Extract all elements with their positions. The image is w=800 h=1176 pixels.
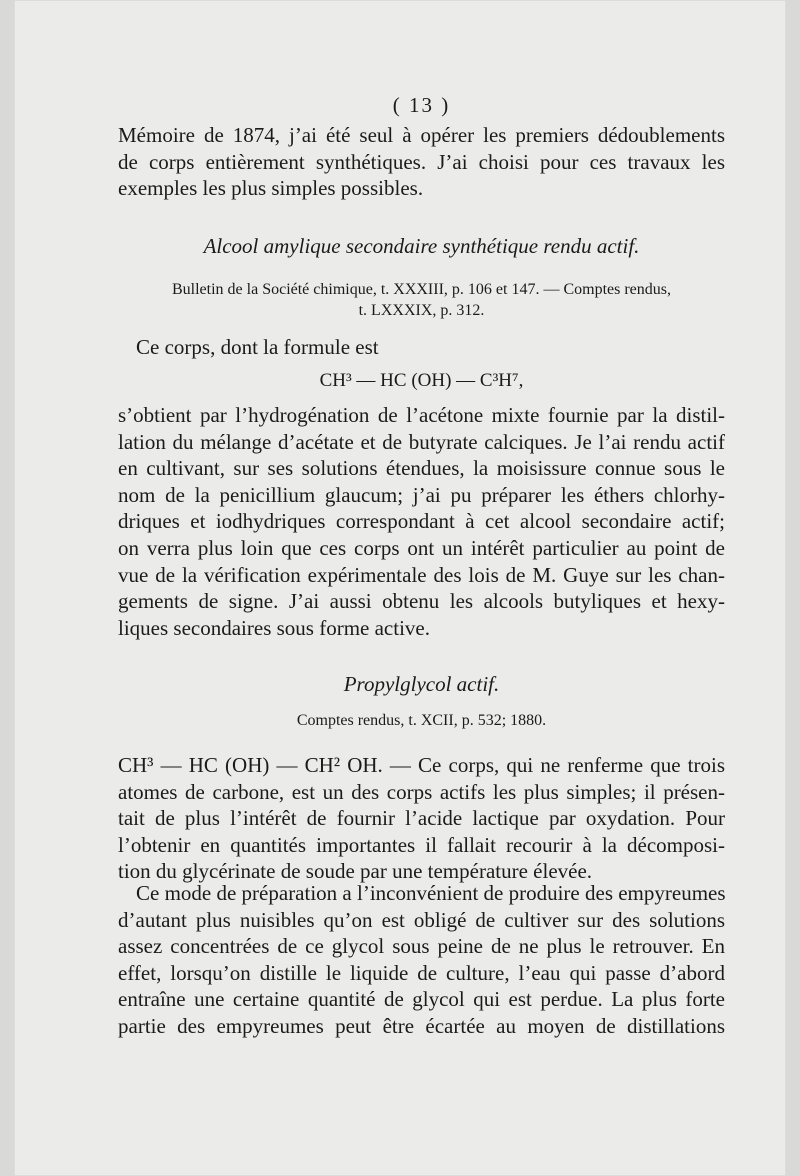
bibliographic-reference: Comptes rendus, t. XCII, p. 532; 1880.	[296, 712, 547, 729]
text-line: exemples les plus simples possibles.	[118, 176, 424, 201]
text-line: en cultivant, sur ses solutions étendues, la moisissure connue sous le	[118, 456, 725, 481]
text-line: driques et iodhydriques correspondant à cet alcool secondaire actif;	[118, 509, 725, 534]
body-paragraph	[118, 402, 725, 641]
text-line: atomes de carbone, est un des corps actifs les plus simples; il présen-	[118, 779, 725, 804]
text-line: liques secondaires sous forme active.	[118, 615, 430, 640]
text-line: d’autant plus nuisibles qu’on est obligé de cultiver sur des solutions	[118, 907, 725, 932]
text-line: entraîne une certaine quantité de glycol qui est perdue. La plus forte	[118, 987, 725, 1012]
text-line: on verra plus loin que ces corps ont un intérêt particulier au point de	[118, 535, 725, 560]
text-line: partie des empyreumes peut être écartée au moyen de distillations	[118, 1013, 725, 1038]
text-line: de corps entièrement synthétiques. J’ai choisi pour ces travaux les	[118, 149, 725, 174]
text-line: effet, lorsqu’on distille le liquide de culture, l’eau qui passe d’abord	[118, 960, 725, 985]
formula-lead	[118, 334, 725, 361]
body-paragraph	[118, 880, 725, 1040]
body-paragraph	[118, 752, 725, 885]
text-line: tait de plus l’intérêt de fournir l’acide lactique par oxydation. Pour	[118, 806, 725, 831]
page-number: ( 13 )	[392, 93, 451, 117]
text-line: s’obtient par l’hydrogénation de l’acétone mixte fournie par la distil-	[118, 403, 725, 427]
text-line: CH³ — HC (OH) — CH² OH. — Ce corps, qui ne renferme que trois	[118, 753, 725, 777]
scanned-page	[14, 0, 786, 1176]
reference-line: t. LXXXIX, p. 312.	[358, 302, 485, 319]
intro-paragraph	[118, 122, 725, 202]
text-line: assez concentrées de ce glycol sous peine de ne plus le retrouver. En	[118, 934, 725, 959]
section-heading: Alcool amylique secondaire synthétique rendu actif.	[203, 234, 640, 258]
text-line: lation du mélange d’acétate et de butyrate calciques. Je l’ai rendu actif	[118, 429, 725, 454]
text-line: l’obtenir en quantités importantes il fallait recourir à la décomposi-	[118, 832, 725, 857]
section-heading: Propylglycol actif.	[343, 672, 500, 696]
text-line: Ce corps, dont la formule est	[136, 335, 379, 359]
text-line: nom de la penicillium glaucum; j’ai pu préparer les éthers chlorhy-	[118, 482, 725, 507]
reference-line: Bulletin de la Société chimique, t. XXXIII, p. 106 et 147. — Comptes rendus,	[171, 281, 672, 298]
text-line: Mémoire de 1874, j’ai été seul à opérer les premiers dédoublements	[118, 123, 725, 147]
chemical-formula: CH³ — HC (OH) — C³H⁷,	[319, 370, 524, 391]
text-line: Ce mode de préparation a l’inconvénient de produire des empyreumes	[136, 881, 726, 905]
bibliographic-reference	[118, 279, 725, 321]
text-line: gements de signe. J’ai aussi obtenu les alcools butyliques et hexy-	[118, 589, 725, 614]
text-line: tion du glycérinate de soude par une température élevée.	[118, 859, 593, 884]
text-line: vue de la vérification expérimentale des lois de M. Guye sur les chan-	[118, 562, 725, 587]
